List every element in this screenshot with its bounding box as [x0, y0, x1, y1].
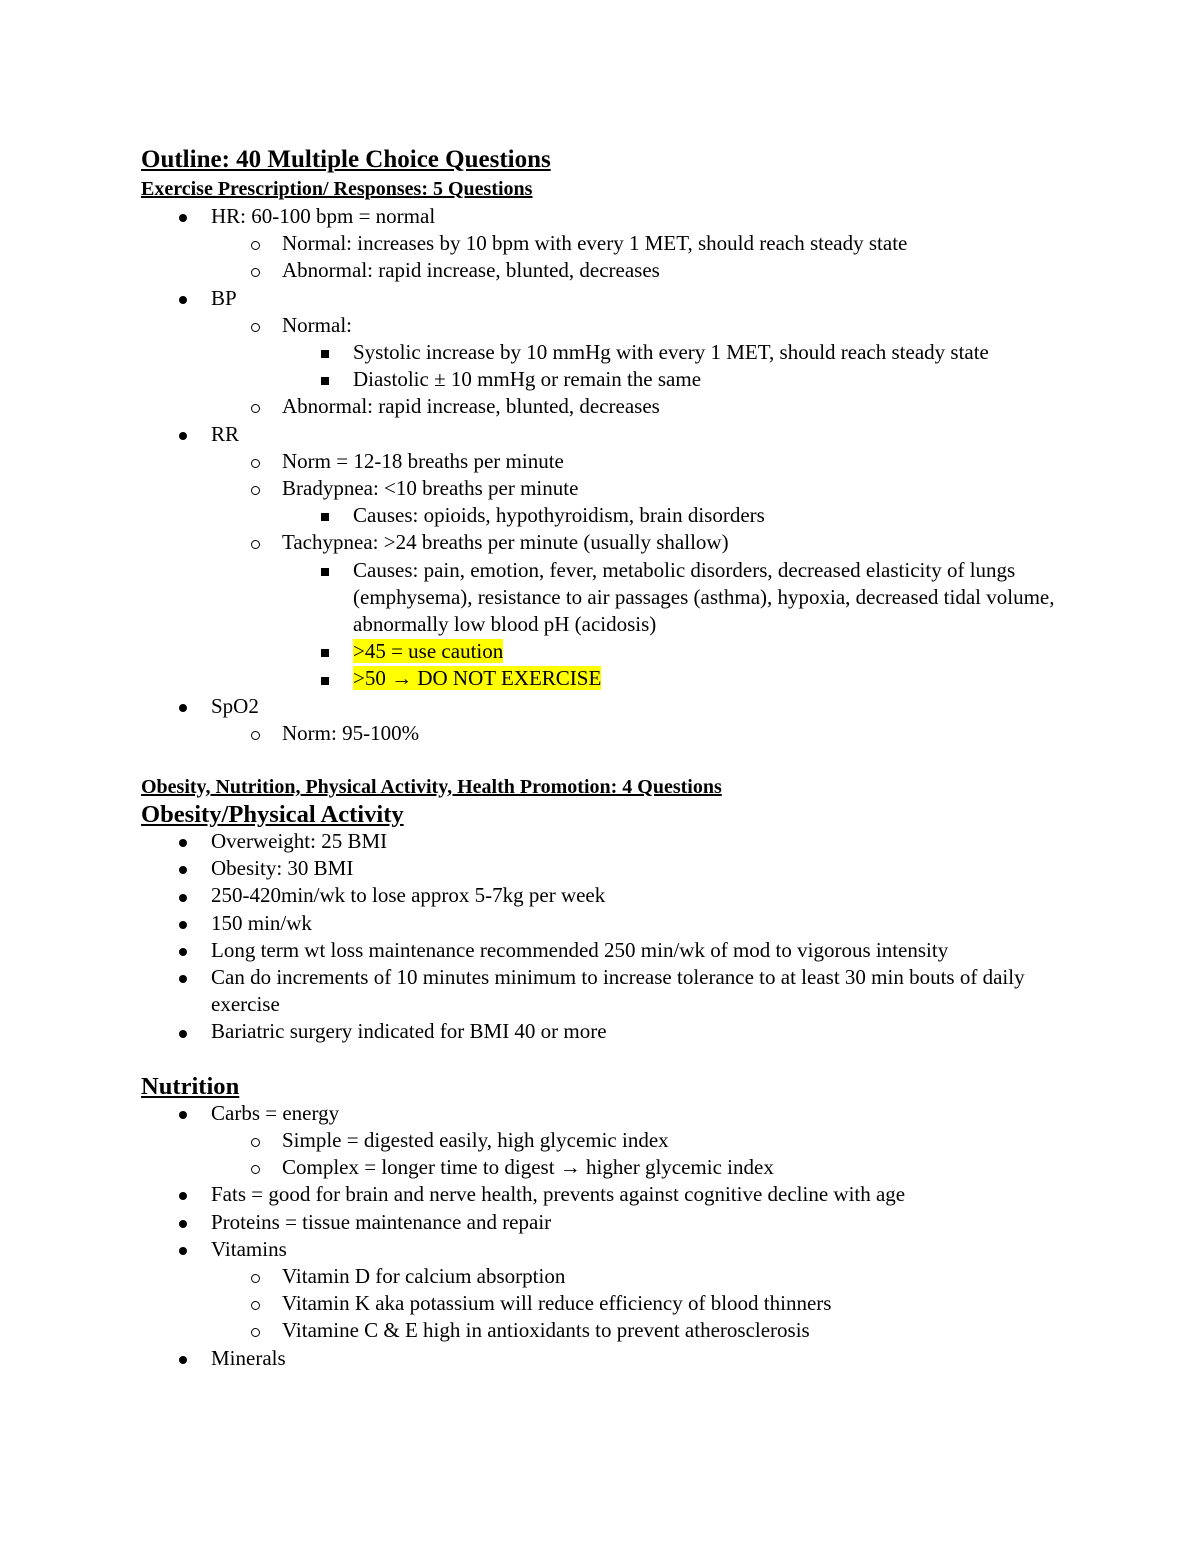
list-item	[141, 475, 1061, 502]
subheading-obesity-activity: Obesity/Physical Activity	[141, 801, 404, 829]
filled-circle-bullet-icon	[171, 1100, 195, 1127]
list-item-text: Vitamin K aka potassium will reduce efficiency of blood thinners	[282, 1291, 832, 1316]
hollow-circle-bullet-icon	[243, 257, 267, 284]
list-item-text: Normal:	[282, 312, 352, 337]
hollow-circle-bullet-icon	[243, 393, 267, 420]
hollow-circle-bullet-icon	[243, 448, 267, 475]
document-title: Outline: 40 Multiple Choice Questions	[141, 146, 551, 173]
square-bullet-icon	[313, 502, 337, 529]
list-item	[141, 720, 1061, 747]
list-item-text: Minerals	[211, 1345, 286, 1370]
hollow-circle-bullet-icon	[243, 1317, 267, 1344]
list-item-text: Obesity: 30 BMI	[211, 856, 354, 881]
list-item	[141, 393, 1061, 420]
hollow-circle-bullet-icon	[243, 230, 267, 257]
list-item	[141, 502, 1061, 529]
list-item-text: Long term wt loss maintenance recommended 250 min/wk of mod to vigorous intensity	[211, 937, 949, 962]
list-item-text: Carbs = energy	[211, 1100, 340, 1125]
list-item	[141, 828, 1061, 855]
list-item-text: Bradypnea: <10 breaths per minute	[282, 476, 579, 501]
list-item-text: Vitamin D for calcium absorption	[282, 1263, 566, 1288]
list-item	[141, 1181, 1061, 1208]
list-item	[141, 557, 1061, 639]
square-bullet-icon	[313, 665, 337, 692]
list-item	[141, 1290, 1061, 1317]
document-page	[141, 144, 1061, 1372]
list-item	[141, 1317, 1061, 1344]
subheading-nutrition: Nutrition	[141, 1072, 240, 1100]
filled-circle-bullet-icon	[171, 937, 195, 964]
list-item	[141, 203, 1061, 230]
list-item-text: Systolic increase by 10 mmHg with every 1 MET, should reach steady state	[353, 340, 989, 365]
list-item	[141, 1345, 1061, 1372]
list-item-text: Vitamine C & E high in antioxidants to prevent atherosclerosis	[282, 1318, 810, 1343]
list-item	[141, 1236, 1061, 1263]
list-item	[141, 285, 1061, 312]
square-bullet-icon	[313, 638, 337, 665]
hollow-circle-bullet-icon	[243, 312, 267, 339]
list-item-text: Causes: pain, emotion, fever, metabolic disorders, decreased elasticity of lungs (emphysema), resistance to air passages (asthma), hypoxia, decreased tidal volume, abnormally low blood pH (acidosis)	[353, 557, 1055, 637]
list-item-text: Overweight: 25 BMI	[211, 829, 388, 854]
filled-circle-bullet-icon	[171, 285, 195, 312]
obesity-outline-list	[141, 828, 1061, 1046]
list-item	[141, 1154, 1061, 1181]
list-item-text: Fats = good for brain and nerve health, prevents against cognitive decline with age	[211, 1182, 906, 1207]
hollow-circle-bullet-icon	[243, 475, 267, 502]
filled-circle-bullet-icon	[171, 964, 195, 991]
filled-circle-bullet-icon	[171, 1018, 195, 1045]
filled-circle-bullet-icon	[171, 1236, 195, 1263]
hollow-circle-bullet-icon	[243, 1263, 267, 1290]
list-item-text: Abnormal: rapid increase, blunted, decreases	[282, 258, 660, 283]
square-bullet-icon	[313, 366, 337, 393]
section-heading-exercise: Exercise Prescription/ Responses: 5 Questions	[141, 178, 533, 200]
list-item-text: Simple = digested easily, high glycemic index	[282, 1127, 669, 1152]
highlighted-item-text: >45 = use caution	[353, 639, 504, 664]
hollow-circle-bullet-icon	[243, 1290, 267, 1317]
list-item-text: Causes: opioids, hypothyroidism, brain disorders	[353, 503, 765, 528]
square-bullet-icon	[313, 557, 337, 584]
hollow-circle-bullet-icon	[243, 1154, 267, 1181]
list-item-text: Bariatric surgery indicated for BMI 40 or more	[211, 1019, 607, 1044]
filled-circle-bullet-icon	[171, 882, 195, 909]
list-item	[141, 448, 1061, 475]
highlighted-item-text: >50 → DO NOT EXERCISE	[353, 666, 602, 691]
list-item	[141, 1263, 1061, 1290]
filled-circle-bullet-icon	[171, 421, 195, 448]
list-item	[141, 937, 1061, 964]
list-item-text: Diastolic ± 10 mmHg or remain the same	[353, 367, 702, 392]
list-item	[141, 421, 1061, 448]
list-item-text: RR	[211, 421, 240, 446]
list-item	[141, 882, 1061, 909]
filled-circle-bullet-icon	[171, 855, 195, 882]
list-item	[141, 910, 1061, 937]
list-item-text: Tachypnea: >24 breaths per minute (usually shallow)	[282, 530, 729, 555]
list-item	[141, 366, 1061, 393]
list-item	[141, 665, 1061, 692]
list-item-text: HR: 60-100 bpm = normal	[211, 204, 436, 228]
square-bullet-icon	[313, 339, 337, 366]
list-item	[141, 964, 1061, 1018]
list-item-text: BP	[211, 285, 237, 310]
list-item	[141, 529, 1061, 556]
list-item-text: Complex = longer time to digest → higher glycemic index	[282, 1155, 774, 1180]
list-item	[141, 339, 1061, 366]
list-item	[141, 1209, 1061, 1236]
section-heading-obesity: Obesity, Nutrition, Physical Activity, Health Promotion: 4 Questions	[141, 776, 722, 799]
hollow-circle-bullet-icon	[243, 1127, 267, 1154]
list-item-text: Normal: increases by 10 bpm with every 1 MET, should reach steady state	[282, 231, 908, 256]
list-item	[141, 1127, 1061, 1154]
list-item-text: Proteins = tissue maintenance and repair	[211, 1209, 552, 1234]
hollow-circle-bullet-icon	[243, 529, 267, 556]
list-item-text: Abnormal: rapid increase, blunted, decreases	[282, 394, 660, 419]
list-item-text: Norm: 95-100%	[282, 720, 420, 745]
list-item-text: Vitamins	[211, 1236, 287, 1261]
list-item	[141, 1100, 1061, 1127]
filled-circle-bullet-icon	[171, 1181, 195, 1208]
list-item	[141, 855, 1061, 882]
list-item	[141, 693, 1061, 720]
filled-circle-bullet-icon	[171, 693, 195, 720]
list-item-text: Can do increments of 10 minutes minimum to increase tolerance to at least 30 min bouts of daily exercise	[211, 965, 1025, 1017]
filled-circle-bullet-icon	[171, 203, 195, 230]
filled-circle-bullet-icon	[171, 1209, 195, 1236]
list-item	[141, 638, 1061, 665]
list-item-text: SpO2	[211, 693, 259, 718]
list-item-text: 150 min/wk	[211, 910, 312, 935]
list-item	[141, 257, 1061, 284]
exercise-outline-list	[141, 203, 1061, 747]
filled-circle-bullet-icon	[171, 828, 195, 855]
list-item-text: Norm = 12-18 breaths per minute	[282, 448, 564, 473]
filled-circle-bullet-icon	[171, 910, 195, 937]
nutrition-outline-list	[141, 1100, 1061, 1372]
filled-circle-bullet-icon	[171, 1345, 195, 1372]
list-item	[141, 1018, 1061, 1045]
list-item-text: 250-420min/wk to lose approx 5-7kg per week	[211, 883, 606, 908]
list-item	[141, 230, 1061, 257]
list-item	[141, 312, 1061, 339]
hollow-circle-bullet-icon	[243, 720, 267, 747]
